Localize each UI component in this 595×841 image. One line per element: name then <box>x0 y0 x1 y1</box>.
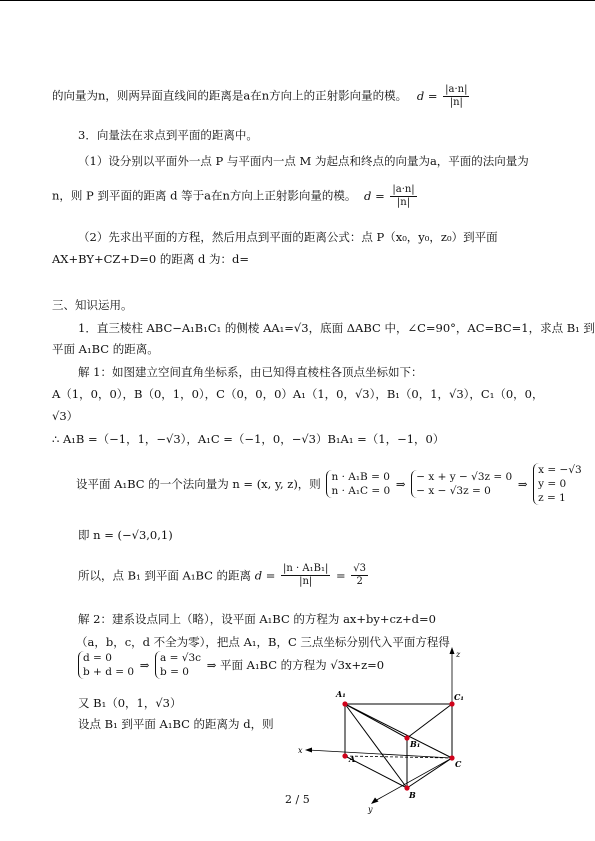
label-c: C <box>455 759 462 769</box>
equation-system: n · A₁B = 0 n · A₁C = 0 <box>326 470 390 498</box>
question-line: 1．直三棱柱 ABC−A₁B₁C₁ 的侧棱 AA₁=√3，底面 ΔABC 中，∠C=90°，AC=BC=1，求点 B₁ 到 <box>78 321 595 335</box>
label-a: A <box>349 754 356 764</box>
equation-system: − x + y − √3z = 0 − x − √3z = 0 <box>411 470 512 498</box>
fraction: $\frac{|a\cdot n|}{|n|}$ <box>445 84 468 108</box>
label-y: y <box>368 805 373 814</box>
equation-system: x = −√3 y = 0 z = 1 <box>533 463 582 505</box>
coords-line: √3） <box>52 409 79 423</box>
label-c1: C₁ <box>454 692 464 702</box>
point-a <box>342 753 347 758</box>
section-title: 三、知识运用。 <box>52 298 133 312</box>
z-arrow-icon <box>450 647 455 654</box>
edge-b-c <box>407 758 452 788</box>
edge-a1-b <box>345 704 407 788</box>
page-number: 2 / 5 <box>285 793 310 806</box>
question-line: 平面 A₁BC 的距离。 <box>52 342 159 356</box>
paragraph-line: n，则 P 到平面的距离 d 等于a在n方向上正射影向量的模。 d = $\frac{|a\cdot n|}{|n|}$ <box>52 184 415 208</box>
plane-system: d = 0 b + d = 0 ⇒ a = √3c b = 0 ⇒ 平面 A₁BC 的方程为 √3x+z=0 <box>76 651 384 679</box>
paragraph-line: （2）先求出平面的方程，然后用点到平面的距离公式：点 P（x₀，y₀，z₀）到平面 <box>78 230 498 244</box>
paragraph-line: （1）设分别以平面外一点 P 与平面内一点 M 为起点和终点的向量为a，平面的法向量为 <box>78 154 529 168</box>
label-b: B <box>409 790 416 800</box>
text-line: 的向量为n，则两异面直线间的距离是a在n方向上的正射影向量的模。 d = $\frac{|a\cdot n|}{|n|}$ <box>52 84 468 108</box>
y-arrow-icon <box>371 798 379 805</box>
normal-system: 设平面 A₁BC 的一个法向量为 n = (x, y, z)，则 n · A₁B = 0 n · A₁C = 0 ⇒ − x + y − √3z = 0 − x − √3z = 0 ⇒ x = −√3 y = 0 z = 1 <box>76 464 582 504</box>
header-rule <box>0 0 595 1</box>
point-c1 <box>449 701 454 706</box>
distance-line: 所以，点 B₁ 到平面 A₁BC 的距离 d = $\frac{\text{|n · A₁B₁|}}{|n|}$ = $\frac{√3}{2}$ <box>78 563 367 587</box>
fraction: $\frac{√3}{2}$ <box>353 563 367 587</box>
section-title: 3．向量法在求点到平面的距离中。 <box>78 128 258 142</box>
solution-line: （a，b，c，d 不全为零），把点 A₁，B，C 三点坐标分别代入平面方程得 <box>76 635 450 649</box>
point-line: 又 B₁（0，1，√3） <box>78 696 182 710</box>
label-z: z <box>456 650 461 659</box>
edge-a1-c <box>345 704 452 758</box>
fraction: $\frac{|a\cdot n|}{|n|}$ <box>392 184 415 208</box>
x-arrow-icon <box>305 748 312 753</box>
point-b1 <box>404 735 409 740</box>
equation-system: a = √3c b = 0 <box>155 651 201 679</box>
label-b1: B₁ <box>410 739 421 749</box>
point-c <box>449 755 454 760</box>
prism-figure <box>296 640 496 815</box>
edge-b1-c1 <box>407 704 452 738</box>
label-x: x <box>298 746 303 755</box>
fraction: $\frac{\text{|n · A₁B₁|}}{|n|}$ <box>283 563 329 587</box>
coords-line: A（1，0，0），B（0，1，0），C（0，0，0）A₁（1，0，√3），B₁（0，1，√3），C₁（0，0， <box>52 387 544 401</box>
label-a1: A₁ <box>336 689 346 699</box>
normal-result: 即 n = (−√3,0,1) <box>78 528 173 542</box>
vectors-line: ∴ A₁B =（−1，1，−√3），A₁C =（−1，0，−√3）B₁A₁ =（1，−1，0） <box>52 432 445 446</box>
paragraph-line: AX+BY+CZ+D=0 的距离 d 为：d= <box>52 252 250 266</box>
solution-line: 设点 B₁ 到平面 A₁BC 的距离为 d，则 <box>78 717 274 731</box>
solution-line: 解 1：如图建立空间直角坐标系，由已知得直棱柱各顶点坐标如下： <box>78 365 423 379</box>
solution-line: 解 2：建系设点同上（略），设平面 A₁BC 的方程为 ax+by+cz+d=0 <box>78 612 436 626</box>
point-a1 <box>342 701 347 706</box>
equation-system: d = 0 b + d = 0 <box>78 651 134 679</box>
